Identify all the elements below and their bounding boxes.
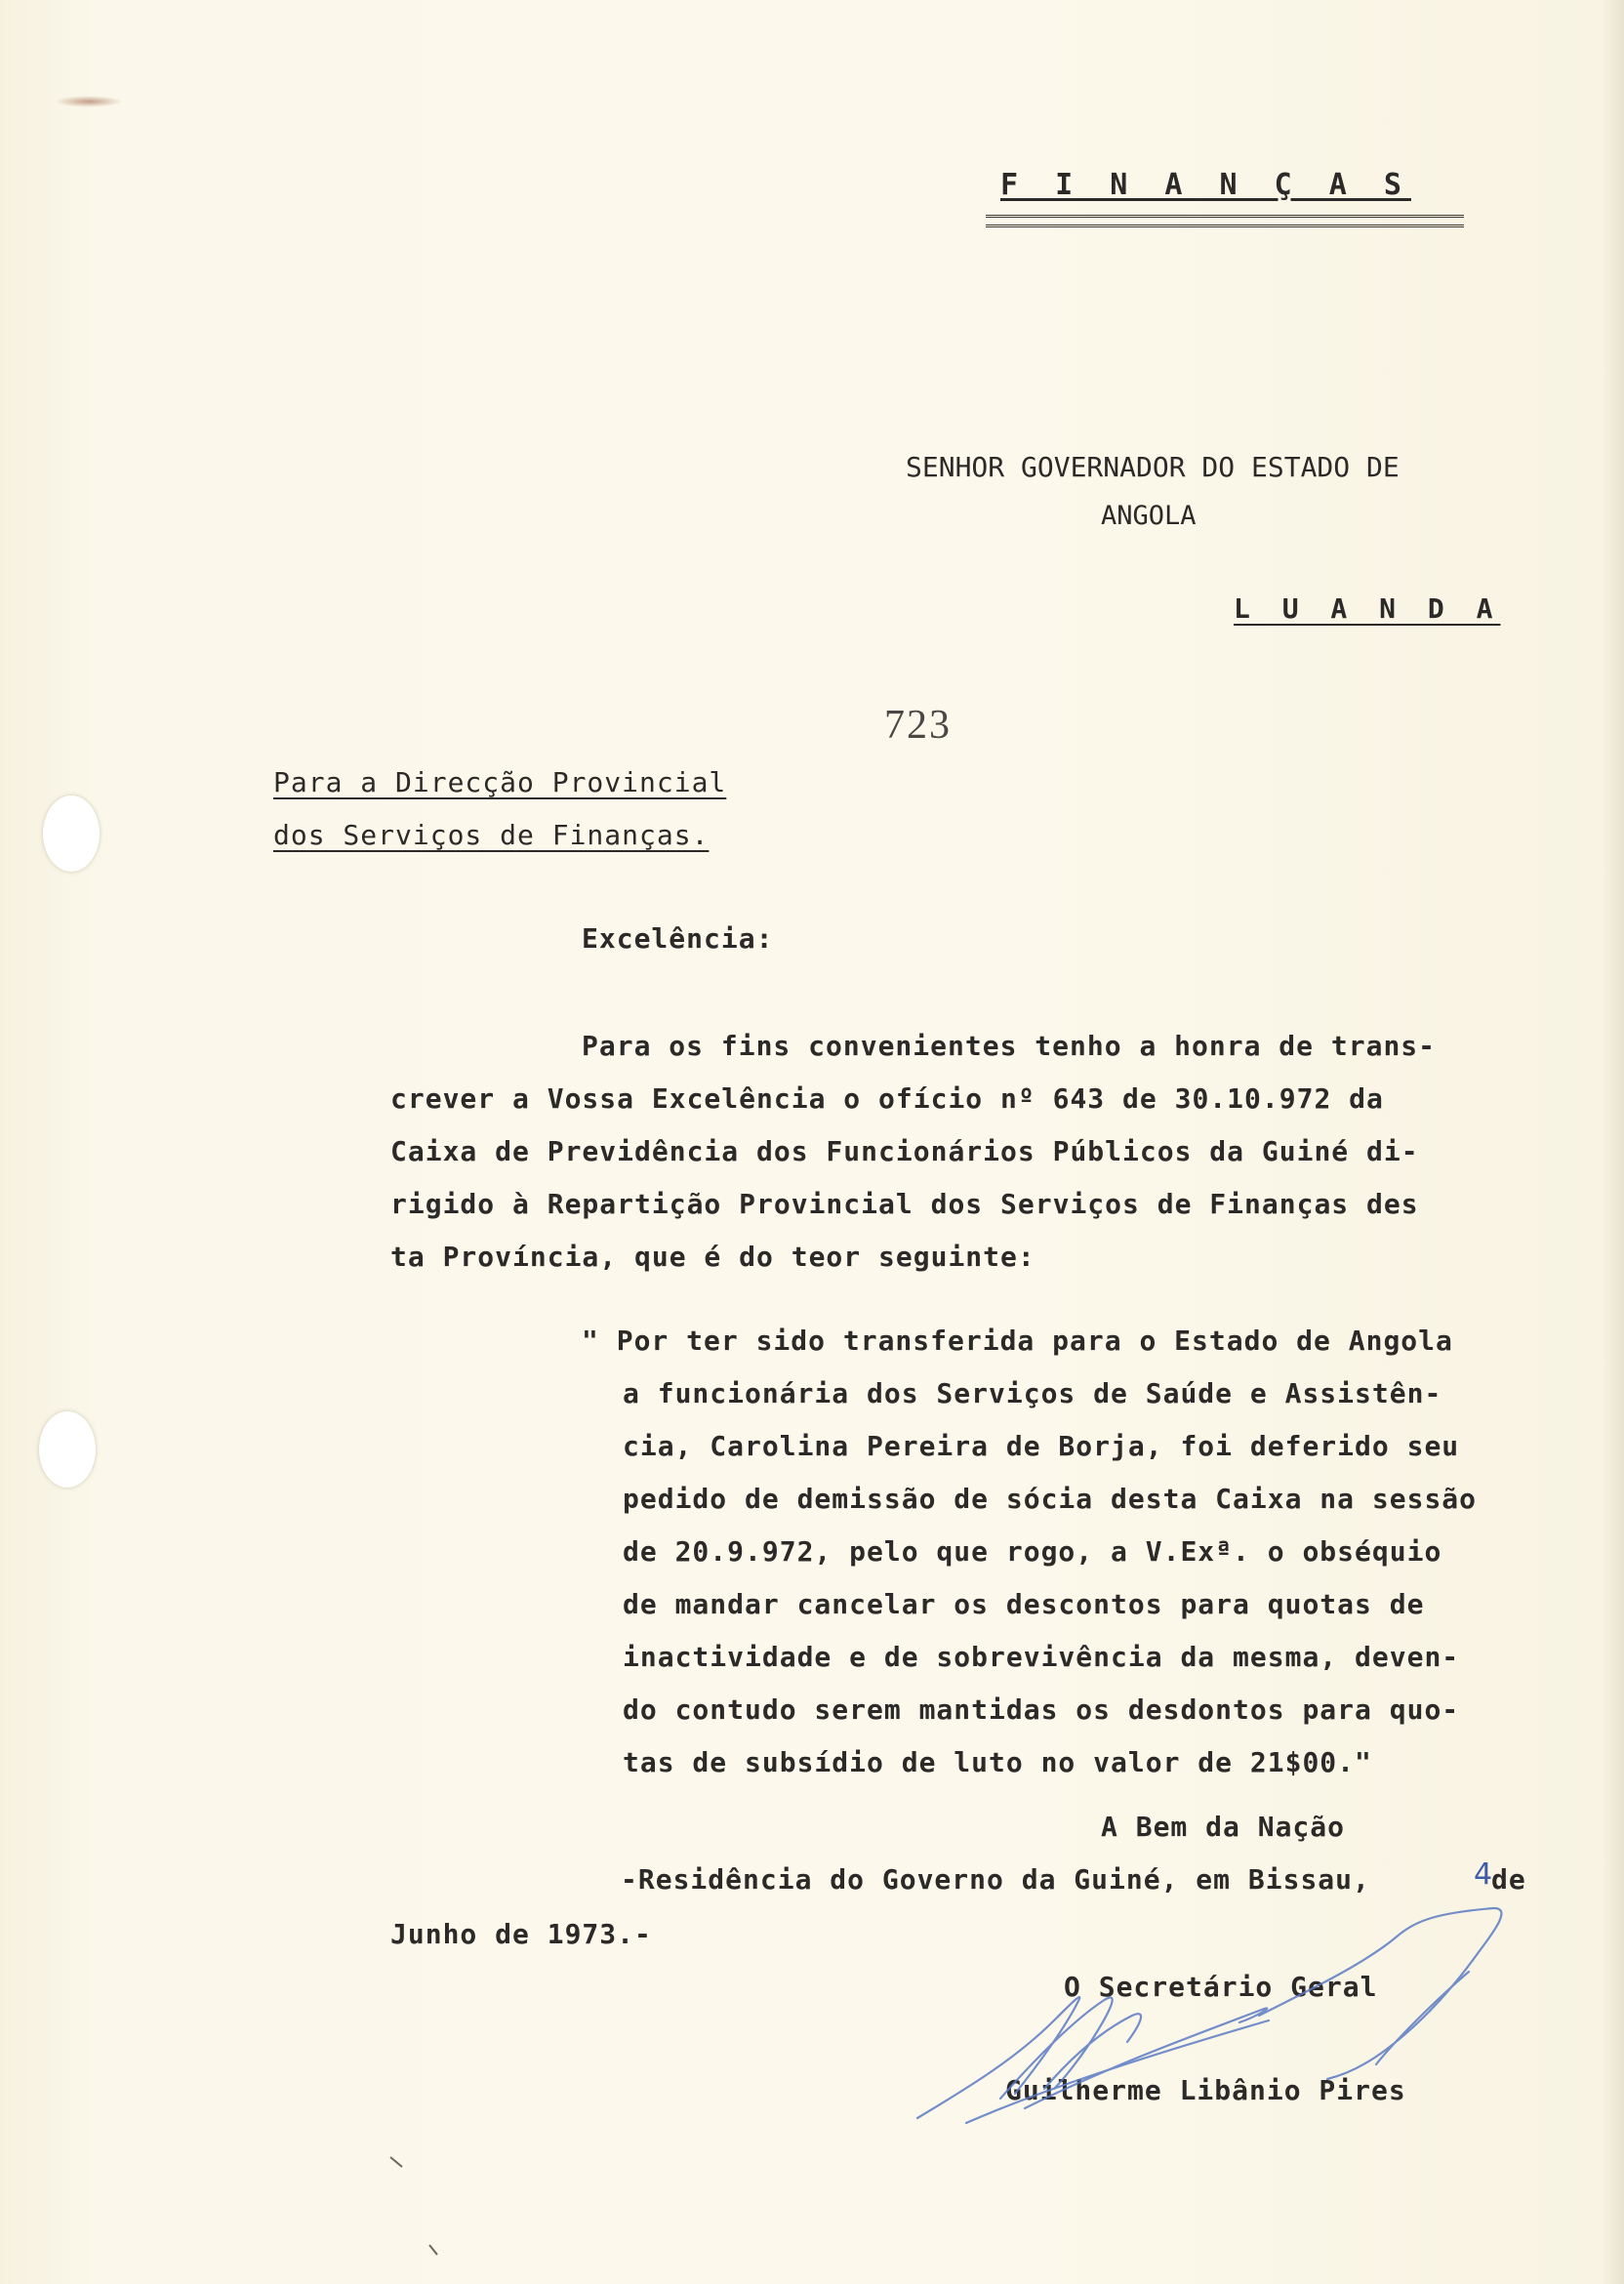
signatory-title: O Secretário Geral [1064,1971,1378,2003]
staple-mark [55,96,123,107]
body-line-1: Para os fins convenientes tenho a honra de trans- [582,1030,1437,1062]
closing-motto: A Bem da Nação [1101,1811,1346,1843]
handwritten-day: 4 [1474,1857,1494,1892]
quote-line-9: tas de subsídio de luto no valor de 21$00." [623,1746,1372,1778]
stray-marks [381,2147,459,2264]
salutation: Excelência: [582,922,774,955]
body-line-4: rigido à Repartição Provincial dos Serviços de Finanças des [390,1188,1419,1220]
page-edge-shadow [1603,0,1624,2284]
quote-line-6: de mandar cancelar os descontos para quotas de [623,1588,1425,1620]
closing-place-line: -Residência do Governo da Guiné, em Bissau, [621,1863,1370,1896]
heading-rule-1 [986,215,1464,218]
department-heading: F I N A N Ç A S [1000,168,1411,202]
handwritten-signature [908,1894,1542,2147]
quote-line-5: de 20.9.972, pelo que rogo, a V.Exª. o obséquio [623,1535,1442,1568]
quote-line-3: cia, Carolina Pereira de Borja, foi deferido seu [623,1430,1460,1462]
addressee-line-1: SENHOR GOVERNADOR DO ESTADO DE [906,451,1400,483]
reference-number: 723 [884,703,952,748]
quote-line-7: inactividade e de sobrevivência da mesma, deven- [623,1641,1460,1673]
body-line-2: crever a Vossa Excelência o ofício nº 643 de 30.10.972 da [390,1082,1384,1115]
recipient-line-1: Para a Direcção Provincial [273,766,727,798]
quote-line-4: pedido de demissão de sócia desta Caixa na sessão [623,1483,1478,1515]
recipient-line-2: dos Serviços de Finanças. [273,819,710,851]
quote-line-2: a funcionária dos Serviços de Saúde e Assistên- [623,1377,1442,1409]
signatory-name: Guilherme Libânio Pires [1005,2074,1406,2106]
body-line-3: Caixa de Previdência dos Funcionários Públicos da Guiné di- [390,1135,1419,1167]
punch-hole-top [43,795,100,872]
heading-rule-2 [986,224,1464,227]
closing-place-line-end: de [1491,1863,1526,1896]
quote-line-8: do contudo serem mantidas os desdontos para quo- [623,1693,1460,1726]
punch-hole-bottom [39,1411,96,1488]
quote-line-1: " Por ter sido transferida para o Estado de Angola [582,1325,1453,1357]
closing-date-line: Junho de 1973.- [390,1918,652,1950]
addressee-city: L U A N D A [1234,592,1501,625]
addressee-line-2: ANGOLA [1101,501,1197,531]
body-line-5: ta Província, que é do teor seguinte: [390,1241,1035,1273]
